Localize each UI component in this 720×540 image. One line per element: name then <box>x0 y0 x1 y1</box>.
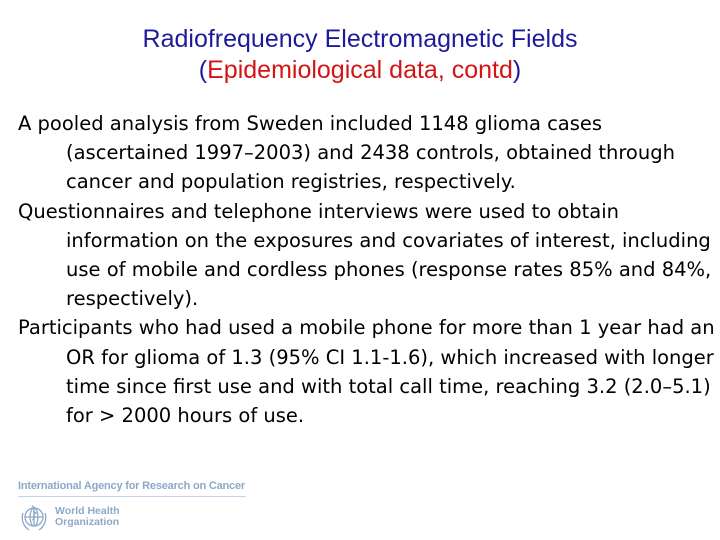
slide-subtitle <box>0 55 720 86</box>
who-emblem-icon <box>18 502 50 534</box>
subtitle-text: Epidemiological data, contd <box>207 56 513 84</box>
footer-logos <box>18 476 258 536</box>
paragraph-pooled-analysis: A pooled analysis from Sweden included 1148 glioma cases (ascertained 1997–2003) and 2438 controls, obtained through cancer and population registries, respectively. <box>18 112 675 194</box>
slide-title-block <box>0 24 720 86</box>
paragraph-questionnaires: Questionnaires and telephone interviews were used to obtain information on the exposures and covariates of interest, including use of mobile and cordless phones (response rates 85% and 84%, respectively). <box>18 199 712 311</box>
iarc-logo-text: International Agency for Research on Cancer <box>18 480 245 492</box>
subtitle-open-paren: ( <box>198 56 208 84</box>
who-name <box>55 506 120 528</box>
slide-title: Radiofrequency Electromagnetic Fields <box>142 25 578 53</box>
subtitle-close-paren: ) <box>512 56 522 84</box>
who-name-line1: World Health <box>55 505 120 517</box>
slide-body <box>18 109 718 430</box>
footer-divider <box>18 496 246 497</box>
paragraph-participants: Participants who had used a mobile phone for more than 1 year had an OR for glioma of 1.3 (95% CI 1.1-1.6), which increased with longer time since first use and with total call time, reaching 3.2 (2.0–5.1) for > 2000 hours of use. <box>18 316 715 428</box>
who-name-line2: Organization <box>55 516 120 528</box>
